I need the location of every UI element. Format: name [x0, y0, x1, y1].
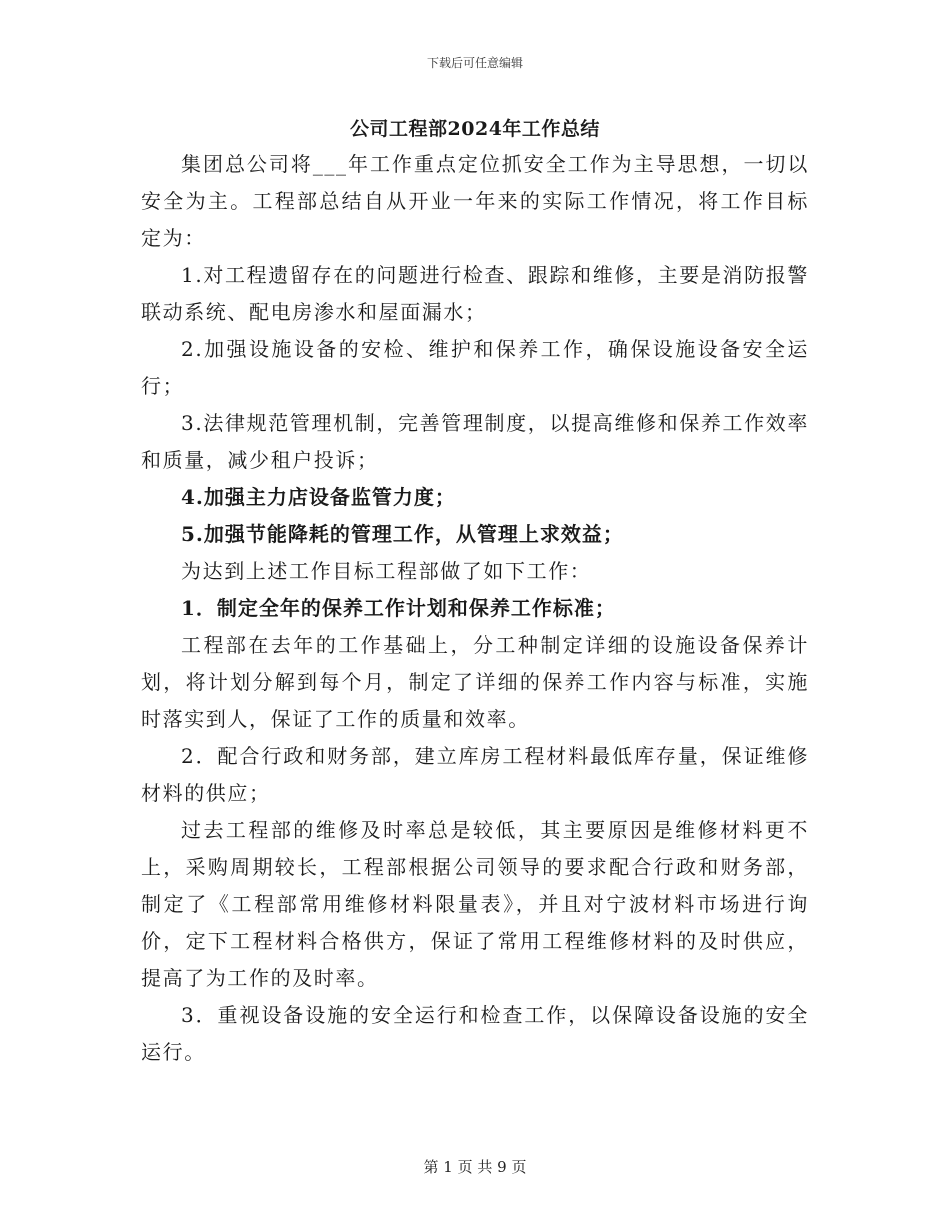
section-heading-3: 3．重视设备设施的安全运行和检查工作，以保障设备设施的安全运行。: [141, 1003, 809, 1064]
section-heading-2: 2．配合行政和财务部，建立库房工程材料最低库存量，保证维修材料的供应；: [141, 744, 809, 805]
paragraph-section-1-body: 工程部在去年的工作基础上，分工种制定详细的设施设备保养计划，将计划分解到每个月，制定了详细的保养工作内容与标准，实施时落实到人，保证了工作的质量和效率。: [141, 633, 809, 731]
paragraph-goal-4: 4.加强主力店设备监管力度；: [181, 485, 456, 509]
page-header-note: 下载后可任意编辑: [426, 56, 523, 70]
paragraph-section-2-body: 过去工程部的维修及时率总是较低，其主要原因是维修材料更不上，采购周期较长，工程部根据公司领导的要求配合行政和财务部，制定了《工程部常用维修材料限量表》，并且对宁波材料市场进行询价，定下工程材料合格供方，保证了常用工程维修材料的及时供应，提高了为工作的及时率。: [141, 818, 809, 990]
paragraph-intro: 集团总公司将___年工作重点定位抓安全工作为主导思想，一切以安全为主。工程部总结自从开业一年来的实际工作情况，将工作目标定为：: [141, 152, 809, 250]
page-number-footer: 第 1 页 共 9 页: [423, 1158, 527, 1176]
paragraph-goal-5: 5.加强节能降耗的管理工作，从管理上求效益；: [181, 522, 624, 546]
paragraph-goal-1: 1.对工程遗留存在的问题进行检查、跟踪和维修，主要是消防报警联动系统、配电房渗水和屋面漏水；: [141, 263, 809, 324]
paragraph-transition: 为达到上述工作目标工程部做了如下工作：: [181, 559, 592, 583]
document-body: [141, 146, 809, 1071]
document-title: 公司工程部2024年工作总结: [350, 118, 600, 140]
paragraph-goal-3: 3.法律规范管理机制，完善管理制度，以提高维修和保养工作效率和质量，减少租户投诉；: [141, 411, 809, 472]
paragraph-goal-2: 2.加强设施设备的安检、维护和保养工作，确保设施设备安全运行；: [141, 337, 809, 398]
section-heading-1: 1．制定全年的保养工作计划和保养工作标准；: [181, 596, 616, 620]
